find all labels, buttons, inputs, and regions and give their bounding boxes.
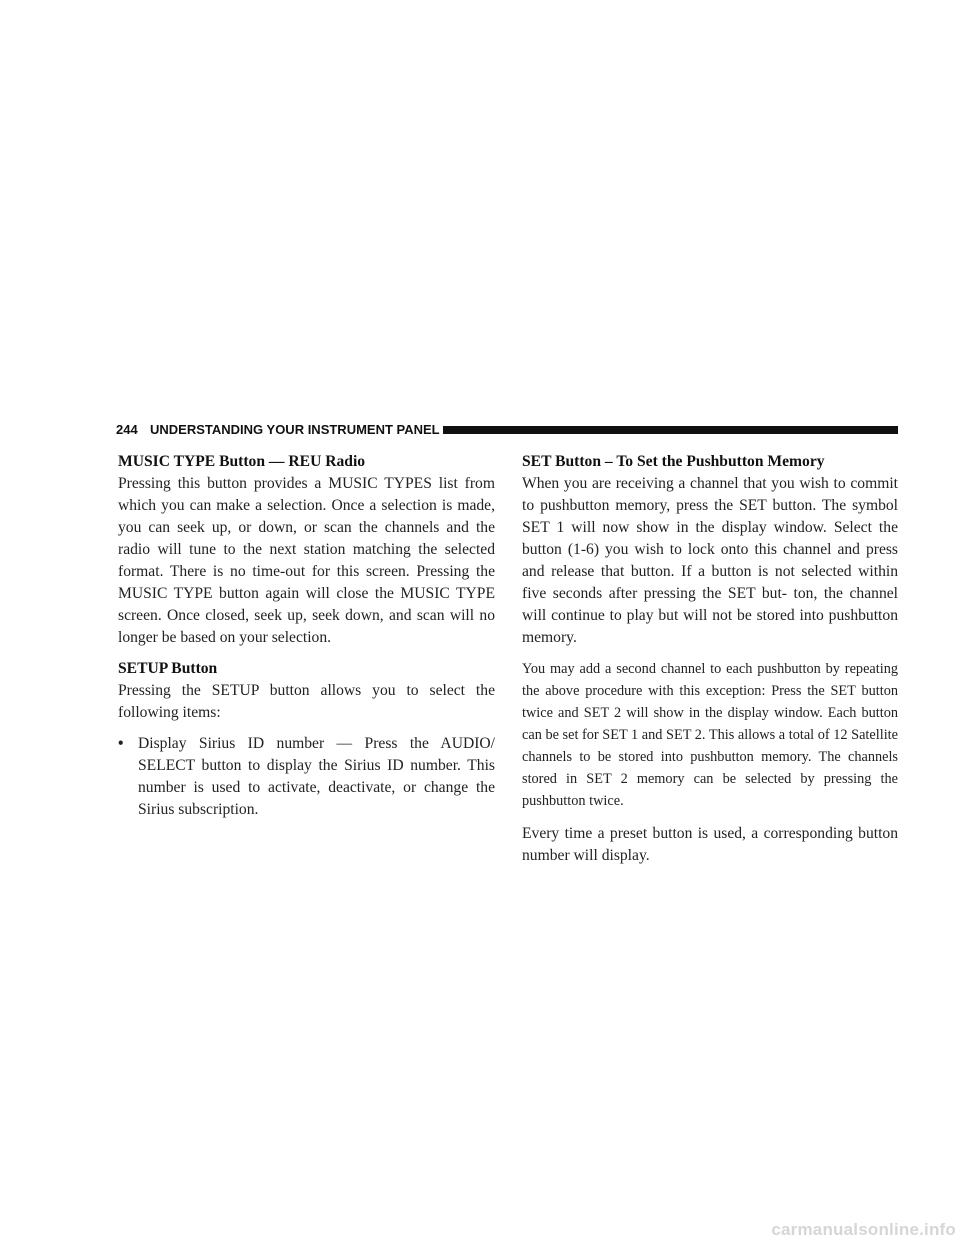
set-button-heading: SET Button – To Set the Pushbutton Memory [522,453,825,470]
page-number: 244 [116,422,138,437]
bullet-mark: • [118,735,124,752]
music-type-body: Pressing this button provides a MUSIC TYPES list from which you can make a selection. Once a selection is made, you can seek up, or down, or scan the channels and the radio will tune to the next station matching the selected format. There is no time-out for this screen. Pressing the MUSIC TYPE button again will close the MUSIC TYPE screen. Once closed, seek up, seek down, and scan will no longer be based on your selection. [118,475,495,646]
set-button-body-2: You may add a second channel to each pushbutton by repeating the above procedure with this exception: Press the SET button twice and SET 2 will show in the display window. Each button can be set for SET 1 and SET 2. This allows a total of 12 Satellite channels to be stored into pushbutton memory. The channels stored in SET 2 memory can be selected by pressing the pushbutton twice. [522,661,898,809]
set-button-body-3: Every time a preset button is used, a corresponding button number will display. [522,825,898,864]
music-type-section [118,451,495,649]
setup-heading: SETUP Button [118,660,218,677]
left-column [118,451,495,821]
list-item [118,733,495,821]
page-header [116,422,898,438]
set-button-section [522,451,898,867]
watermark: carmanualsonline.info [771,1220,956,1239]
set-button-body: When you are receiving a channel that you wish to commit to pushbutton memory, press the SET button. The symbol SET 1 will now show in the display window. Select the button (1-6) you wish to lock onto this channel and press and release that button. If a button is not selected within five seconds after pressing the SET but- ton, the channel will continue to play but will not be stored into pushbutton memory. [522,475,898,646]
setup-section [118,658,495,821]
section-title: UNDERSTANDING YOUR INSTRUMENT PANEL [150,422,440,437]
music-type-heading: MUSIC TYPE Button — REU Radio [118,453,366,470]
setup-body: Pressing the SETUP button allows you to select the following items: [118,682,495,721]
right-column [522,451,898,876]
header-rule [443,426,898,434]
bullet-text: Display Sirius ID number — Press the AUDIO/ SELECT button to display the Sirius ID number. This number is used to activate, deactivate, or change the Sirius subscription. [138,735,495,818]
setup-bullet-list [118,733,495,821]
